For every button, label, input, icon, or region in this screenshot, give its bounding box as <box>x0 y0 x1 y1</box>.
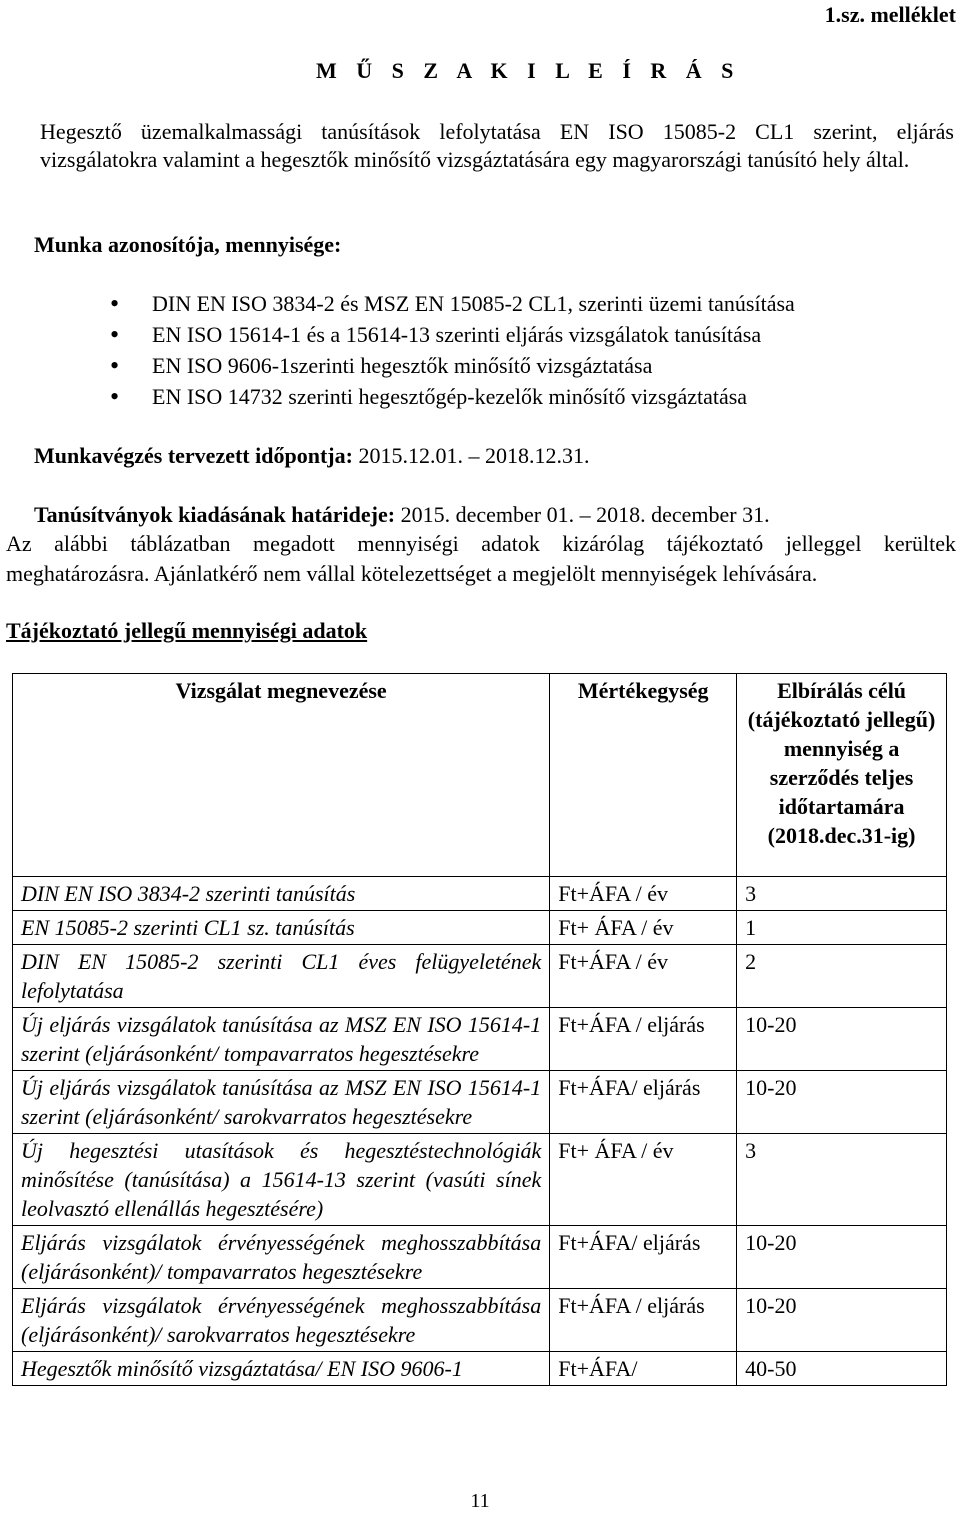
row-name: Új eljárás vizsgálatok tanúsítása az MSZ EN ISO 15614-1 szerint (eljárásonként/ sarokvarratos hegesztésekre <box>13 1071 550 1134</box>
row-qty: 10-20 <box>737 1071 947 1134</box>
row-unit: Ft+ÁFA/ eljárás <box>550 1071 737 1134</box>
deadline-label: Tanúsítványok kiadásának határideje: <box>34 502 396 527</box>
document-title: M Ű S Z A K I L E Í R Á S <box>316 58 741 83</box>
table-row <box>13 945 947 1008</box>
intro-paragraph: Hegesztő üzemalkalmassági tanúsítások lefolytatása EN ISO 15085-2 CL1 szerint, eljárás vizsgálatokra valamint a hegesztők minősítő vizsgáztatására egy magyarországi tanúsító hely által. <box>40 119 954 172</box>
row-unit: Ft+ÁFA / év <box>550 945 737 1008</box>
row-qty: 3 <box>737 877 947 911</box>
row-name: Új eljárás vizsgálatok tanúsítása az MSZ EN ISO 15614-1 szerint (eljárásonként/ tompavarratos hegesztésekre <box>13 1008 550 1071</box>
row-qty: 10-20 <box>737 1008 947 1071</box>
work-item: • DIN EN ISO 3834-2 és MSZ EN 15085-2 CL1, szerinti üzemi tanúsítása <box>110 288 795 319</box>
row-name: EN 15085-2 szerinti CL1 sz. tanúsítás <box>13 911 550 945</box>
row-unit: Ft+ÁFA/ eljárás <box>550 1226 737 1289</box>
row-unit: Ft+ÁFA / eljárás <box>550 1289 737 1352</box>
deadline-value: 2015. december 01. – 2018. december 31. <box>400 502 770 527</box>
schedule-line <box>34 443 589 469</box>
note-line-1: Az alábbi táblázatban megadott mennyiségi adatok kizárólag tájékoztató jelleggel kerültek <box>6 531 956 556</box>
table-row <box>13 1352 947 1386</box>
row-name: DIN EN 15085-2 szerinti CL1 éves felügyeletének lefolytatása <box>13 945 550 1008</box>
table-row <box>13 1071 947 1134</box>
work-items-list <box>110 288 795 412</box>
table-row <box>13 1289 947 1352</box>
table-row <box>13 877 947 911</box>
row-unit: Ft+ÁFA/ <box>550 1352 737 1386</box>
row-qty: 10-20 <box>737 1226 947 1289</box>
row-unit: Ft+ÁFA / év <box>550 877 737 911</box>
row-qty: 40-50 <box>737 1352 947 1386</box>
header-qty: Elbírálás célú (tájékoztató jellegű) mennyiség a szerződés teljes időtartamára (2018.dec.31-ig) <box>737 674 947 877</box>
work-item: • EN ISO 14732 szerinti hegesztőgép-kezelők minősítő vizsgáztatása <box>110 381 795 412</box>
row-qty: 3 <box>737 1134 947 1226</box>
row-qty: 2 <box>737 945 947 1008</box>
table-row <box>13 1008 947 1071</box>
row-unit: Ft+ ÁFA / év <box>550 911 737 945</box>
row-name: Eljárás vizsgálatok érvényességének meghosszabbítása (eljárásonként)/ sarokvarratos hegesztésekre <box>13 1289 550 1352</box>
note-line-2: meghatározásra. Ajánlatkérő nem vállal kötelezettséget a megjelölt mennyiségek lehívására. <box>6 561 818 586</box>
table-header-row <box>13 674 947 877</box>
work-item: • EN ISO 15614-1 és a 15614-13 szerinti eljárás vizsgálatok tanúsítása <box>110 319 795 350</box>
row-qty: 10-20 <box>737 1289 947 1352</box>
work-id-heading: Munka azonosítója, mennyisége: <box>34 232 342 257</box>
work-item: • EN ISO 9606-1szerinti hegesztők minősítő vizsgáztatása <box>110 350 795 381</box>
table-heading: Tájékoztató jellegű mennyiségi adatok <box>6 618 368 643</box>
row-qty: 1 <box>737 911 947 945</box>
row-unit: Ft+ÁFA / eljárás <box>550 1008 737 1071</box>
schedule-label: Munkavégzés tervezett időpontja: <box>34 443 353 468</box>
page-number: 11 <box>470 1490 490 1512</box>
table-row <box>13 1134 947 1226</box>
schedule-value: 2015.12.01. – 2018.12.31. <box>358 443 590 468</box>
annex-label: 1.sz. melléklet <box>824 2 956 27</box>
row-name: Eljárás vizsgálatok érvényességének meghosszabbítása (eljárásonként)/ tompavarratos hegesztésekre <box>13 1226 550 1289</box>
deadline-line <box>34 502 770 528</box>
row-unit: Ft+ ÁFA / év <box>550 1134 737 1226</box>
header-unit: Mértékegység <box>550 674 737 877</box>
header-name: Vizsgálat megnevezése <box>13 674 550 877</box>
table-row <box>13 1226 947 1289</box>
row-name: DIN EN ISO 3834-2 szerinti tanúsítás <box>13 877 550 911</box>
row-name: Hegesztők minősítő vizsgáztatása/ EN ISO 9606-1 <box>13 1352 550 1386</box>
row-name: Új hegesztési utasítások és hegesztéstechnológiák minősítése (tanúsítása) a 15614-13 szerint (vasúti sínek leolvasztó ellenállás hegesztésére) <box>13 1134 550 1226</box>
table-row <box>13 911 947 945</box>
quantity-table <box>12 673 947 1386</box>
